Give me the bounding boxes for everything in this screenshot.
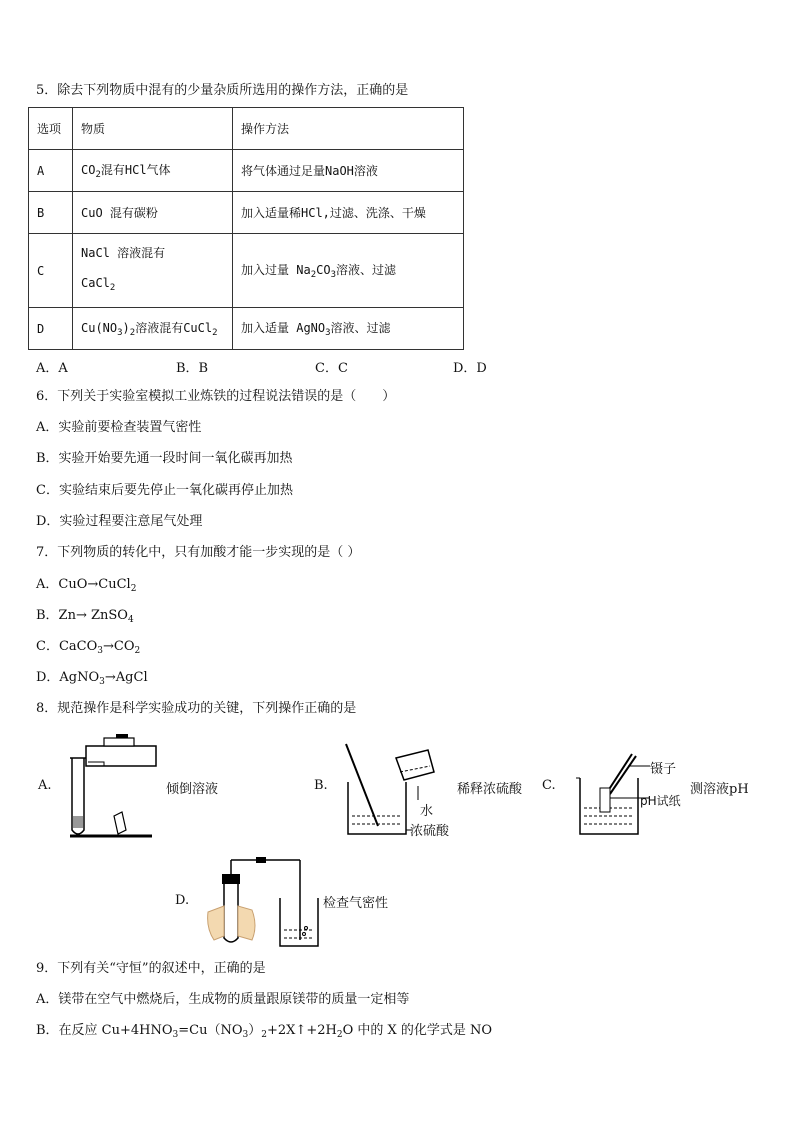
q7-stem: 7．下列物质的转化中，只有加酸才能一步实现的是（ ）	[36, 545, 361, 560]
q9-stem: 9．下列有关“守恒”的叙述中，正确的是	[36, 961, 266, 976]
q8-water-label: 水	[420, 804, 434, 819]
q7-option-d: D．AgNO$_3$→AgCl	[36, 670, 148, 687]
q9-option-a: A．镁带在空气中燃烧后，生成物的质量跟原镁带的质量一定相等	[36, 992, 410, 1007]
q6-stem: 6．下列关于实验室模拟工业炼铁的过程说法错误的是（ ）	[36, 389, 396, 404]
row-substance: CuO 混有碳粉	[73, 192, 233, 234]
q6-option-d: D．实验过程要注意尾气处理	[36, 514, 203, 529]
q5-table	[28, 107, 464, 350]
q5-option-c: C．C	[315, 361, 348, 376]
q8-acid-label: 浓硫酸	[410, 824, 450, 839]
header-method: 操作方法	[233, 108, 464, 150]
row-option: D	[29, 308, 73, 350]
q5-option-b: B．B	[176, 361, 209, 376]
table-row	[29, 308, 464, 350]
q8-paper-label: pH试纸	[640, 794, 681, 808]
q8-label-c: 测溶液pH	[690, 782, 749, 797]
q8-label-b: 稀释浓硫酸	[457, 782, 523, 797]
table-header-row	[29, 108, 464, 150]
q7-option-c: C．$CaCO_3\to CO_2$	[36, 639, 141, 656]
q6-option-b: B．实验开始要先通一段时间一氧化碳再加热	[36, 451, 293, 466]
q6-option-a: A．实验前要检查装置气密性	[36, 420, 202, 435]
table-row	[29, 234, 464, 308]
q6-option-c: C．实验结束后要先停止一氧化碳再停止加热	[36, 483, 293, 498]
ph-test-figure	[570, 752, 650, 838]
q8-letter-c: C.	[542, 778, 556, 793]
row-method: 将气体通过足量NaOH溶液	[233, 150, 464, 192]
airtight-check-figure	[206, 854, 322, 950]
q8-label-a: 倾倒溶液	[166, 782, 219, 797]
row-method: 加入适量稀HCl,过滤、洗涤、干燥	[233, 192, 464, 234]
q5-option-a: A．A	[36, 361, 68, 376]
q8-letter-a: A.	[38, 778, 52, 793]
q9-option-b: B．在反应 $Cu+4HNO_3=Cu(NO_3)_2+2X↑+2H_2O$ 中的 X 的化学式是 NO	[36, 1023, 493, 1040]
row-substance: $Cu(NO_3)_2$溶液混有CuCl$_2$	[73, 308, 233, 350]
table-row	[29, 192, 464, 234]
row-option: B	[29, 192, 73, 234]
q8-letter-b: B.	[314, 778, 328, 793]
header-substance: 物质	[73, 108, 233, 150]
q5-option-d: D．D	[453, 361, 487, 376]
row-option: C	[29, 234, 73, 308]
q8-stem: 8．规范操作是科学实验成功的关键，下列操作正确的是	[36, 701, 357, 716]
q8-label-d: 检查气密性	[323, 896, 389, 911]
row-method: 加入过量 $Na_2CO_3$溶液、过滤	[233, 234, 464, 308]
row-method: 加入适量 AgNO$_3$溶液、过滤	[233, 308, 464, 350]
q7-option-a: A．CuO→CuCl$_2$	[36, 577, 137, 594]
row-option: A	[29, 150, 73, 192]
q5-stem: 5．除去下列物质中混有的少量杂质所选用的操作方法，正确的是	[36, 83, 409, 98]
pour-solution-figure	[64, 734, 159, 842]
row-substance: $CO_2$混有HCl气体	[73, 150, 233, 192]
header-option: 选项	[29, 108, 73, 150]
row-substance: NaCl 溶液混有 CaCl$_2$	[73, 234, 233, 308]
q8-letter-d: D.	[175, 893, 190, 908]
q8-tweezer-label: 镊子	[650, 762, 677, 777]
q7-option-b: B．Zn→ ZnSO$_4$	[36, 608, 134, 625]
table-row	[29, 150, 464, 192]
